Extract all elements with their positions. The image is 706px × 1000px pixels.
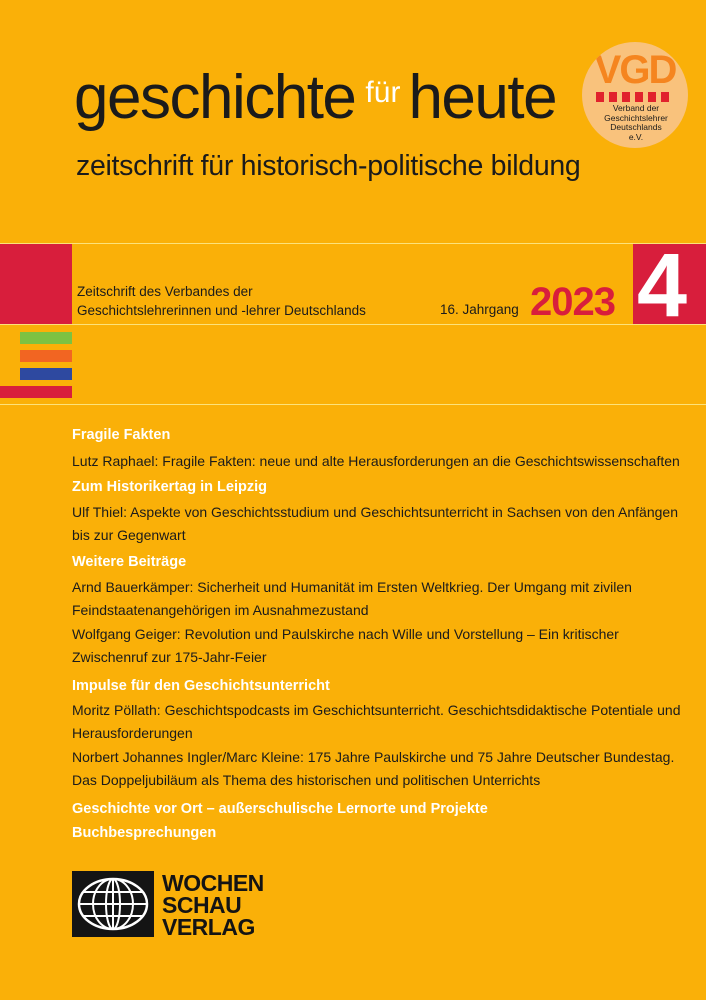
article-entry: Moritz Pöllath: Geschichtspodcasts im Geschichtsunterricht. Geschichtsdidaktische Potentiale und Herausforderungen [72, 702, 681, 741]
association-line2: Geschichtslehrerinnen und -lehrer Deutschlands [77, 303, 366, 318]
vgd-letters: VGD [594, 48, 676, 92]
stripe-green [20, 332, 72, 344]
publisher-name [162, 872, 264, 938]
title-fuer: für [365, 76, 401, 109]
volume-label: 16. Jahrgang [440, 302, 519, 317]
publisher-line1: WOCHEN [162, 870, 264, 896]
magazine-title [74, 58, 556, 158]
globe-icon [72, 871, 154, 937]
section-title: Impulse für den Geschichtsunterricht [72, 678, 330, 694]
association-line1: Zeitschrift des Verbandes der [77, 284, 253, 299]
issue-year: 2023 [530, 280, 615, 324]
vgd-seal [582, 42, 688, 148]
stripe-blue [20, 368, 72, 380]
publisher-logo-box [72, 871, 154, 937]
section-title: Zum Historikertag in Leipzig [72, 479, 267, 495]
article-entry: Wolfgang Geiger: Revolution und Paulskirche nach Wille und Vorstellung – Ein kritischer Zwischenruf zur 175-Jahr-Feier [72, 626, 619, 665]
divider [0, 404, 706, 405]
title-geschichte: geschichte [74, 63, 356, 132]
stripe-orange [20, 350, 72, 362]
section-title: Weitere Beiträge [72, 554, 187, 570]
vgd-line3: Deutschlands [610, 122, 662, 132]
divider [0, 324, 706, 325]
section-title: Fragile Fakten [72, 427, 171, 443]
title-heute: heute [408, 63, 557, 132]
vgd-line4: e.V. [628, 131, 644, 142]
article-entry: Lutz Raphael: Fragile Fakten: neue und alte Herausforderungen an die Geschichtswissenschaften [72, 453, 680, 469]
article-entry: Norbert Johannes Ingler/Marc Kleine: 175 Jahre Paulskirche und 75 Jahre Deutscher Bundestag. Das Doppeljubiläum als Thema des historischen und politischen Unterrichts [72, 749, 675, 788]
divider [0, 243, 706, 244]
article-entry: Ulf Thiel: Aspekte von Geschichtsstudium und Geschichtsunterricht in Sachsen von den Anfängen bis zur Gegenwart [72, 504, 678, 543]
vgd-line1: Verband der [612, 103, 660, 113]
magazine-subtitle: zeitschrift für historisch-politische bildung [76, 150, 581, 182]
stripe-red [0, 386, 72, 398]
publisher-line3: VERLAG [162, 914, 255, 940]
vgd-line2: Geschichtslehrer [604, 112, 668, 123]
section-title: Buchbesprechungen [72, 825, 217, 841]
article-entry: Arnd Bauerkämper: Sicherheit und Humanität im Ersten Weltkrieg. Der Umgang mit zivilen Feindstaatenangehörigen im Ausnahmezustand [72, 579, 632, 618]
issue-number: 4 [636, 236, 688, 336]
vgd-caption [594, 104, 678, 142]
section-title: Geschichte vor Ort – außerschulische Lernorte und Projekte [72, 801, 488, 817]
film-strip-icon [596, 92, 674, 102]
red-block-left [0, 244, 72, 324]
publisher-line2: SCHAU [162, 892, 242, 918]
